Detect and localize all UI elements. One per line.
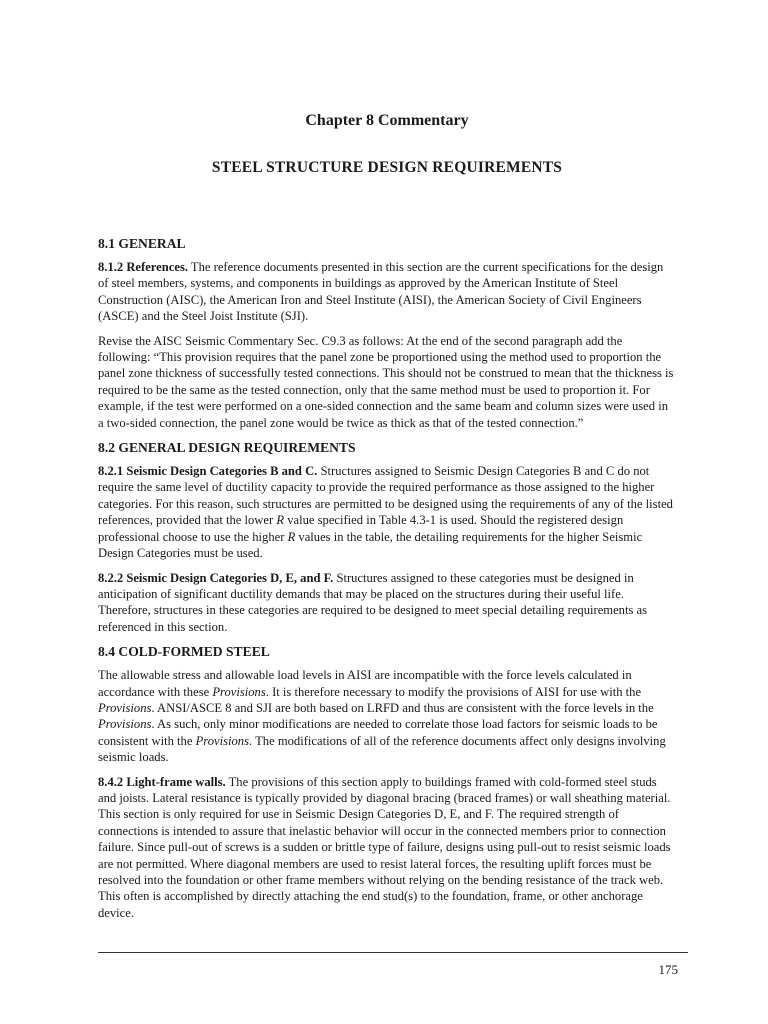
subsection-label: 8.4.2 Light-frame walls.	[98, 774, 226, 789]
chapter-title: Chapter 8 Commentary	[305, 112, 469, 129]
page-title: STEEL STRUCTURE DESIGN REQUIREMENTS	[211, 159, 563, 176]
provisions-term: Provisions	[98, 717, 152, 732]
section-heading-8-4: 8.4 COLD-FORMED STEEL	[98, 644, 270, 660]
r-symbol: R	[287, 529, 296, 544]
section-heading-8-2: 8.2 GENERAL DESIGN REQUIREMENTS	[98, 440, 356, 456]
paragraph-text: Structures assigned to these categories must be designed in anticipation of significant ductility demands that may be placed on the structures during their useful life. Therefore, structures in these categories are required to be designed to meet special detailing requirements as referenced in this section.	[98, 570, 648, 634]
section-heading-8-1: 8.1 GENERAL	[98, 236, 186, 251]
paragraph-light-frame-walls	[98, 774, 676, 922]
subsection-label: 8.1.2 References.	[98, 260, 188, 274]
paragraph-references	[98, 259, 676, 325]
footer-divider	[98, 952, 688, 953]
paragraph-text: . It is therefore necessary to modify the provisions of AISI for use with the	[265, 684, 642, 699]
body-text	[98, 235, 676, 929]
paragraph-text: . The modifications of all of the reference documents affect only designs involving seismic loads.	[98, 733, 666, 765]
r-symbol: R	[276, 513, 285, 528]
paragraph-text: The provisions of this section apply to buildings framed with cold-formed steel studs and joists. Lateral resistance is typically provided by diagonal bracing (braced frames) or wall sheathing material. This section is only required for use in Seismic Design Categories D, E, and F. The required strength of connections is intended to assure that inelastic behavior will occur in the connected members prior to connection failure. Since pull-out of screws is a sudden or brittle type of failure, designs using pull-out to resist seismic loads are not permitted. Where diagonal members are used to resist lateral forces, the resulting uplift forces must be resolved into the foundation or other frame members without relying on the bending resistance of the track web. This often is accomplished by directly attaching the end stud(s) to the foundation, frame, or other anchorage device.	[98, 774, 671, 920]
provisions-term: Provisions	[195, 733, 250, 748]
paragraph-text: . ANSI/ASCE 8 and SJI are both based on LRFD and thus are consistent with the force levels in the	[151, 700, 654, 715]
provisions-term: Provisions	[212, 684, 266, 699]
provisions-term: Provisions	[98, 700, 152, 715]
paragraph-text: values in the table, the detailing requirements for the higher Seismic Design Categories must be used.	[98, 529, 643, 561]
paragraph-text: Structures assigned to Seismic Design Categories B and C do not require the same level of ductility capacity to provide the required performance as those assigned to the higher categories. For this reason, such structures are permitted to be designed using the requirements of any of the listed references, provided that the lower	[98, 464, 673, 528]
paragraph-text: value specified in Table 4.3-1 is used. Should the registered design professional choose to use the higher	[98, 513, 624, 544]
paragraph-aisc-revision: Revise the AISC Seismic Commentary Sec. C9.3 as follows: At the end of the second paragraph add the following: “This provision requires that the panel zone be proportioned using the method used to proportion the panel zone thickness of successfully tested connections. This should not be construed to mean that the thickness is required to be the same as the tested connection, only that the same method must be used to proportion it. For example, if the test were performed on a one-sided connection and the same beam and column sizes were used in a two-sided connection, the panel zone would be twice as thick as that of the tested connection.”	[98, 333, 674, 430]
page-number: 175	[658, 962, 678, 977]
paragraph-text: . As such, only minor modifications are needed to correlate those load factors for seismic loads to be consistent with the	[98, 717, 658, 748]
paragraph-cold-formed	[98, 667, 676, 765]
subsection-label: 8.2.1 Seismic Design Categories B and C.	[98, 464, 318, 479]
paragraph-sdc-b-c	[98, 463, 676, 561]
paragraph-text: The allowable stress and allowable load levels in AISI are incompatible with the force levels calculated in accordance with these	[98, 668, 632, 699]
paragraph-text: The reference documents presented in this section are the current specifications for the design of steel members, systems, and components in buildings as approved by the American Institute of Steel Construction (AISC), the American Iron and Steel Institute (AISI), the American Society of Civil Engineers (ASCE) and the Steel Joist Institute (SJI).	[98, 260, 664, 324]
subsection-label: 8.2.2 Seismic Design Categories D, E, and F.	[98, 570, 334, 585]
paragraph-sdc-d-e-f	[98, 570, 676, 636]
